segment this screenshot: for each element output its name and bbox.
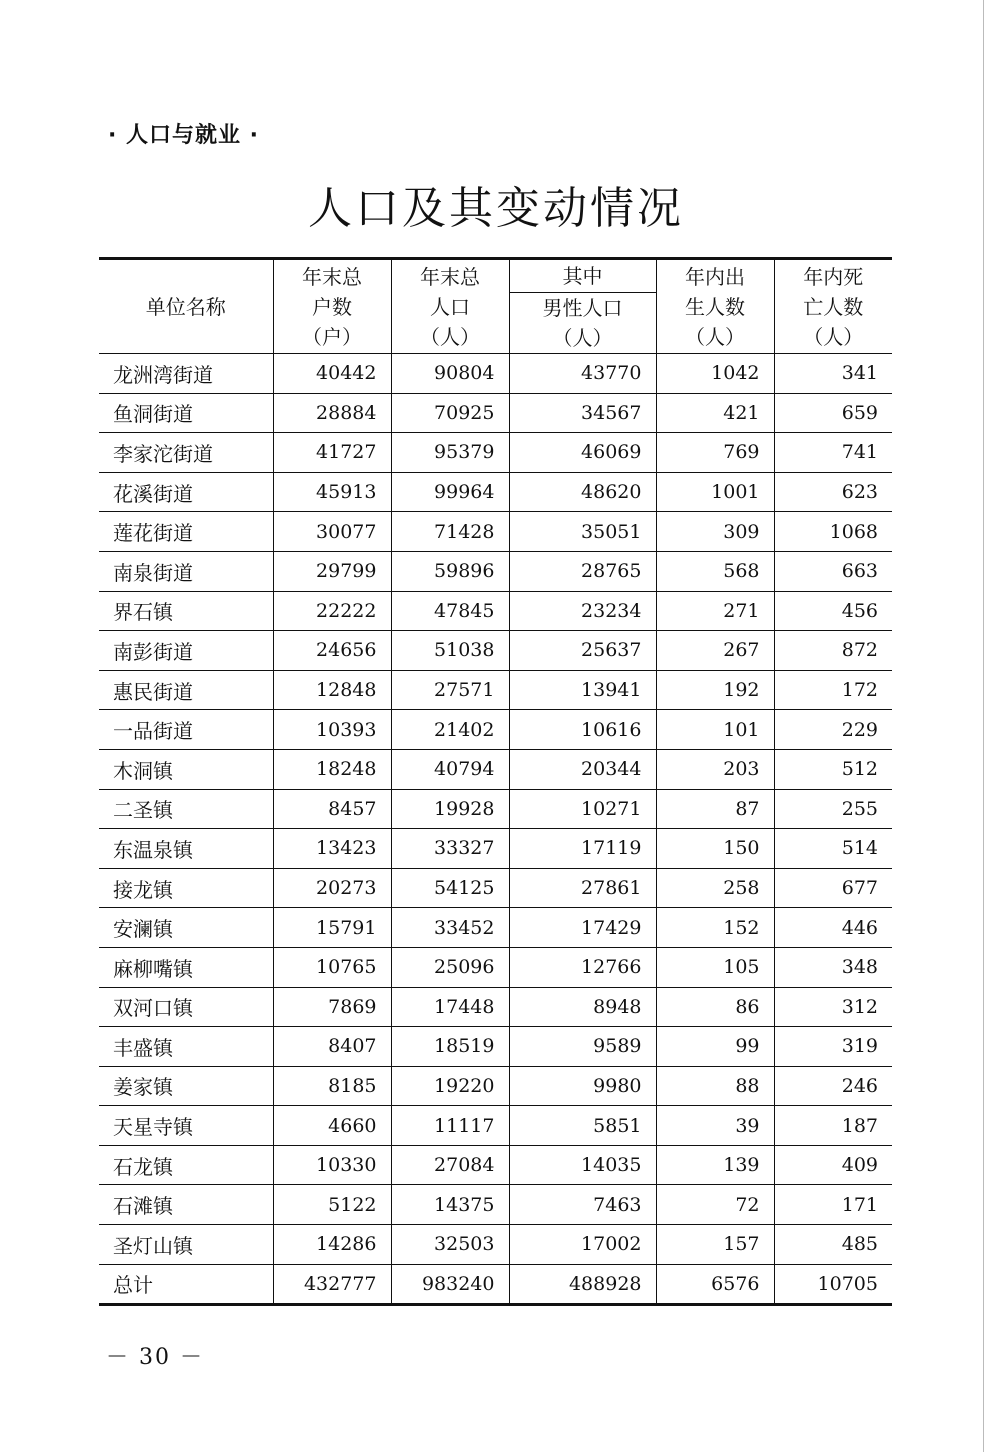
table-row: [99, 433, 892, 473]
population-cell: 54125: [391, 868, 509, 908]
births-cell: 1001: [656, 472, 774, 512]
population-cell: 17448: [391, 987, 509, 1027]
unit-name-cell: 东温泉镇: [99, 829, 273, 869]
births-cell: 105: [656, 947, 774, 987]
deaths-cell: 409: [774, 1145, 892, 1185]
table-row: [99, 1185, 892, 1225]
population-cell: 11117: [391, 1106, 509, 1146]
table-row: [99, 1027, 892, 1067]
households-cell: 24656: [273, 631, 391, 671]
male-cell: 13941: [509, 670, 656, 710]
births-cell: 72: [656, 1185, 774, 1225]
table-row: [99, 710, 892, 750]
male-cell: 5851: [509, 1106, 656, 1146]
households-cell: 30077: [273, 512, 391, 552]
unit-name-cell: 丰盛镇: [99, 1027, 273, 1067]
unit-name-cell: 花溪街道: [99, 472, 273, 512]
births-cell: 99: [656, 1027, 774, 1067]
deaths-cell: 171: [774, 1185, 892, 1225]
households-cell: 5122: [273, 1185, 391, 1225]
unit-name-cell: 界石镇: [99, 591, 273, 631]
unit-name-cell: 南彭街道: [99, 631, 273, 671]
births-cell: 6576: [656, 1264, 774, 1305]
deaths-cell: 255: [774, 789, 892, 829]
unit-name-cell: 木洞镇: [99, 749, 273, 789]
table-row: [99, 591, 892, 631]
unit-name-cell: 龙洲湾街道: [99, 354, 273, 394]
male-cell: 43770: [509, 354, 656, 394]
deaths-cell: 341: [774, 354, 892, 394]
households-cell: 432777: [273, 1264, 391, 1305]
unit-name-cell: 石龙镇: [99, 1145, 273, 1185]
unit-name-cell: 石滩镇: [99, 1185, 273, 1225]
deaths-cell: 872: [774, 631, 892, 671]
population-cell: 19928: [391, 789, 509, 829]
male-cell: 488928: [509, 1264, 656, 1305]
male-cell: 7463: [509, 1185, 656, 1225]
table-row: [99, 1145, 892, 1185]
population-cell: 70925: [391, 393, 509, 433]
households-cell: 4660: [273, 1106, 391, 1146]
deaths-cell: 348: [774, 947, 892, 987]
population-cell: 99964: [391, 472, 509, 512]
table-row: [99, 354, 892, 394]
population-cell: 27571: [391, 670, 509, 710]
male-cell: 27861: [509, 868, 656, 908]
population-cell: 40794: [391, 749, 509, 789]
births-cell: 87: [656, 789, 774, 829]
deaths-cell: 446: [774, 908, 892, 948]
male-cell: 9589: [509, 1027, 656, 1067]
male-cell: 48620: [509, 472, 656, 512]
households-cell: 10765: [273, 947, 391, 987]
population-cell: 19220: [391, 1066, 509, 1106]
households-cell: 45913: [273, 472, 391, 512]
population-cell: 32503: [391, 1225, 509, 1265]
unit-name-cell: 接龙镇: [99, 868, 273, 908]
households-cell: 8407: [273, 1027, 391, 1067]
male-cell: 25637: [509, 631, 656, 671]
male-cell: 8948: [509, 987, 656, 1027]
population-cell: 59896: [391, 551, 509, 591]
unit-name-cell: 惠民街道: [99, 670, 273, 710]
male-cell: 9980: [509, 1066, 656, 1106]
population-cell: 90804: [391, 354, 509, 394]
male-cell: 14035: [509, 1145, 656, 1185]
population-cell: 33452: [391, 908, 509, 948]
households-cell: 8457: [273, 789, 391, 829]
male-cell: 10271: [509, 789, 656, 829]
table-row: [99, 670, 892, 710]
header-male: 男性人口 （人）: [509, 293, 656, 354]
male-cell: 10616: [509, 710, 656, 750]
population-cell: 21402: [391, 710, 509, 750]
births-cell: 267: [656, 631, 774, 671]
deaths-cell: 623: [774, 472, 892, 512]
deaths-cell: 514: [774, 829, 892, 869]
male-cell: 20344: [509, 749, 656, 789]
unit-name-cell: 鱼洞街道: [99, 393, 273, 433]
households-cell: 10393: [273, 710, 391, 750]
households-cell: 8185: [273, 1066, 391, 1106]
deaths-cell: 312: [774, 987, 892, 1027]
male-cell: 35051: [509, 512, 656, 552]
households-cell: 18248: [273, 749, 391, 789]
table-row: [99, 987, 892, 1027]
births-cell: 150: [656, 829, 774, 869]
households-cell: 20273: [273, 868, 391, 908]
deaths-cell: 663: [774, 551, 892, 591]
deaths-cell: 659: [774, 393, 892, 433]
births-cell: 192: [656, 670, 774, 710]
households-cell: 22222: [273, 591, 391, 631]
unit-name-cell: 圣灯山镇: [99, 1225, 273, 1265]
unit-name-cell: 安澜镇: [99, 908, 273, 948]
table-row: [99, 1066, 892, 1106]
table-row: [99, 868, 892, 908]
table-row: [99, 1225, 892, 1265]
table-row: [99, 551, 892, 591]
deaths-cell: 229: [774, 710, 892, 750]
households-cell: 10330: [273, 1145, 391, 1185]
table-row: [99, 1264, 892, 1305]
deaths-cell: 1068: [774, 512, 892, 552]
table-row: [99, 829, 892, 869]
deaths-cell: 456: [774, 591, 892, 631]
population-cell: 27084: [391, 1145, 509, 1185]
households-cell: 29799: [273, 551, 391, 591]
population-cell: 983240: [391, 1264, 509, 1305]
households-cell: 40442: [273, 354, 391, 394]
births-cell: 39: [656, 1106, 774, 1146]
births-cell: 139: [656, 1145, 774, 1185]
unit-name-cell: 麻柳嘴镇: [99, 947, 273, 987]
table-row: [99, 393, 892, 433]
unit-name-cell: 李家沱街道: [99, 433, 273, 473]
births-cell: 101: [656, 710, 774, 750]
households-cell: 14286: [273, 1225, 391, 1265]
header-households: 年末总 户数 （户）: [273, 259, 391, 354]
male-cell: 46069: [509, 433, 656, 473]
households-cell: 7869: [273, 987, 391, 1027]
households-cell: 41727: [273, 433, 391, 473]
unit-name-cell: 双河口镇: [99, 987, 273, 1027]
population-cell: 71428: [391, 512, 509, 552]
male-cell: 12766: [509, 947, 656, 987]
header-population: 年末总 人口 （人）: [391, 259, 509, 354]
deaths-cell: 741: [774, 433, 892, 473]
deaths-cell: 512: [774, 749, 892, 789]
male-cell: 17119: [509, 829, 656, 869]
deaths-cell: 246: [774, 1066, 892, 1106]
deaths-cell: 319: [774, 1027, 892, 1067]
population-cell: 25096: [391, 947, 509, 987]
births-cell: 203: [656, 749, 774, 789]
births-cell: 88: [656, 1066, 774, 1106]
table-row: [99, 789, 892, 829]
unit-name-cell: 一品街道: [99, 710, 273, 750]
male-cell: 17002: [509, 1225, 656, 1265]
unit-name-cell: 姜家镇: [99, 1066, 273, 1106]
section-label: · 人口与就业 ·: [108, 123, 260, 148]
population-cell: 14375: [391, 1185, 509, 1225]
header-of-which: 其中: [509, 259, 656, 293]
births-cell: 568: [656, 551, 774, 591]
deaths-cell: 677: [774, 868, 892, 908]
header-deaths: 年内死 亡人数 （人）: [774, 259, 892, 354]
households-cell: 13423: [273, 829, 391, 869]
table-row: [99, 749, 892, 789]
header-births: 年内出 生人数 （人）: [656, 259, 774, 354]
unit-name-cell: 天星寺镇: [99, 1106, 273, 1146]
population-cell: 18519: [391, 1027, 509, 1067]
households-cell: 12848: [273, 670, 391, 710]
table-row: [99, 908, 892, 948]
table-row: [99, 1106, 892, 1146]
unit-name-cell: 总计: [99, 1264, 273, 1305]
table-row: [99, 512, 892, 552]
deaths-cell: 485: [774, 1225, 892, 1265]
unit-name-cell: 莲花街道: [99, 512, 273, 552]
births-cell: 309: [656, 512, 774, 552]
page-title: 人口及其变动情况: [308, 183, 684, 234]
male-cell: 23234: [509, 591, 656, 631]
unit-name-cell: 南泉街道: [99, 551, 273, 591]
population-cell: 33327: [391, 829, 509, 869]
deaths-cell: 10705: [774, 1264, 892, 1305]
male-cell: 34567: [509, 393, 656, 433]
population-cell: 51038: [391, 631, 509, 671]
header-unit-name: 单位名称: [99, 259, 273, 354]
households-cell: 28884: [273, 393, 391, 433]
table-row: [99, 631, 892, 671]
table-row: [99, 947, 892, 987]
male-cell: 17429: [509, 908, 656, 948]
births-cell: 769: [656, 433, 774, 473]
deaths-cell: 172: [774, 670, 892, 710]
births-cell: 1042: [656, 354, 774, 394]
births-cell: 152: [656, 908, 774, 948]
population-cell: 47845: [391, 591, 509, 631]
unit-name-cell: 二圣镇: [99, 789, 273, 829]
births-cell: 157: [656, 1225, 774, 1265]
deaths-cell: 187: [774, 1106, 892, 1146]
table-row: [99, 472, 892, 512]
population-cell: 95379: [391, 433, 509, 473]
population-table: [99, 257, 892, 1306]
births-cell: 421: [656, 393, 774, 433]
births-cell: 258: [656, 868, 774, 908]
male-cell: 28765: [509, 551, 656, 591]
births-cell: 271: [656, 591, 774, 631]
households-cell: 15791: [273, 908, 391, 948]
page-number: － 30 －: [106, 1345, 204, 1370]
births-cell: 86: [656, 987, 774, 1027]
